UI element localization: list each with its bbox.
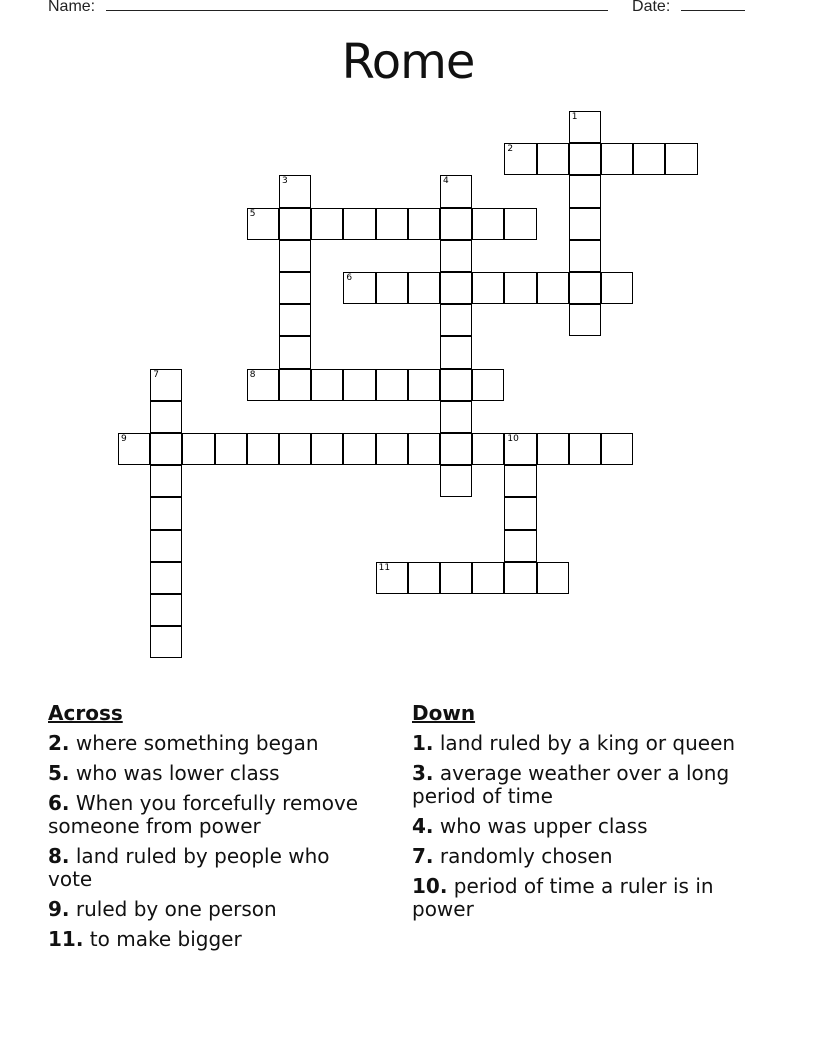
grid-cell[interactable]: [440, 208, 472, 240]
clue-number: 2: [507, 144, 514, 155]
grid-cell[interactable]: [408, 369, 440, 401]
puzzle-title: Rome: [341, 34, 475, 90]
clue-text: where something began: [75, 731, 319, 755]
grid-cell[interactable]: [279, 336, 311, 368]
grid-cell[interactable]: [247, 369, 279, 401]
grid-cell[interactable]: [601, 433, 633, 465]
grid-cell[interactable]: [343, 433, 375, 465]
grid-cell[interactable]: [504, 465, 536, 497]
down-clue-list: [412, 732, 742, 921]
across-clue: [48, 928, 378, 951]
clue-number-label: 3.: [412, 761, 434, 785]
grid-cell[interactable]: [311, 369, 343, 401]
clue-text: period of time a ruler is in power: [412, 874, 714, 921]
grid-cell[interactable]: [440, 562, 472, 594]
grid-cell[interactable]: [279, 433, 311, 465]
grid-cell[interactable]: [408, 433, 440, 465]
grid-cell[interactable]: [279, 304, 311, 336]
grid-cell[interactable]: [537, 272, 569, 304]
across-clue: [48, 762, 378, 785]
clue-number: 1: [571, 112, 578, 122]
grid-cell[interactable]: [150, 401, 182, 433]
grid-cell[interactable]: [376, 208, 408, 240]
grid-cell[interactable]: [569, 272, 601, 304]
clue-number: 4: [443, 176, 449, 187]
grid-cell[interactable]: [472, 272, 504, 304]
across-clues: [48, 702, 378, 958]
clue-number: 5: [249, 208, 256, 219]
grid-cell[interactable]: [408, 562, 440, 594]
clue-number-label: 6.: [48, 791, 70, 815]
grid-cell[interactable]: [569, 208, 601, 240]
grid-cell[interactable]: [343, 272, 375, 304]
grid-cell[interactable]: [504, 497, 536, 529]
clue-number-label: 7.: [412, 844, 434, 868]
clue-number: 9: [121, 434, 127, 444]
grid-cell[interactable]: [569, 240, 601, 272]
grid-cell[interactable]: [311, 433, 343, 465]
across-clue-list: [48, 732, 378, 951]
down-clue: [412, 875, 742, 921]
clue-text: who was upper class: [439, 814, 648, 838]
grid-cell[interactable]: [472, 208, 504, 240]
grid-cell[interactable]: [601, 143, 633, 175]
clue-text: When you forcefully remove someone from power: [48, 791, 359, 838]
down-clue: [412, 815, 742, 838]
clue-number-label: 4.: [412, 814, 434, 838]
clue-number: 6: [346, 273, 353, 283]
name-label: Name:: [48, 0, 96, 15]
grid-cell[interactable]: [311, 208, 343, 240]
grid-cell[interactable]: [150, 369, 182, 401]
clue-number-label: 11.: [48, 927, 84, 951]
across-clue: [48, 898, 378, 921]
grid-cell[interactable]: [440, 336, 472, 368]
grid-cell[interactable]: [440, 272, 472, 304]
across-heading: Across: [48, 701, 123, 725]
grid-cell[interactable]: [150, 497, 182, 529]
clue-number-label: 8.: [48, 844, 70, 868]
grid-cell[interactable]: [150, 626, 182, 658]
grid-cell[interactable]: [376, 369, 408, 401]
grid-cell[interactable]: [150, 530, 182, 562]
grid-cell[interactable]: [537, 433, 569, 465]
grid-cell[interactable]: [440, 369, 472, 401]
clue-number: 11: [378, 562, 391, 573]
grid-cell[interactable]: [504, 562, 536, 594]
clue-number: 10: [507, 434, 519, 444]
down-clue: [412, 732, 742, 755]
grid-cell[interactable]: [343, 208, 375, 240]
clue-text: average weather over a long period of time: [412, 761, 730, 808]
grid-cell[interactable]: [569, 175, 601, 207]
down-heading: Down: [412, 701, 476, 725]
grid-cell[interactable]: [408, 272, 440, 304]
clue-text: randomly chosen: [439, 844, 613, 868]
clue-text: ruled by one person: [75, 897, 277, 921]
grid-cell[interactable]: [569, 111, 601, 143]
clue-text: who was lower class: [75, 761, 280, 785]
grid-cell[interactable]: [279, 272, 311, 304]
across-clue: [48, 732, 378, 755]
grid-cell[interactable]: [118, 433, 150, 465]
grid-cell[interactable]: [440, 433, 472, 465]
grid-cell[interactable]: [279, 240, 311, 272]
grid-cell[interactable]: [150, 594, 182, 626]
clue-number: 7: [153, 369, 159, 380]
grid-cell[interactable]: [504, 530, 536, 562]
grid-cell[interactable]: [215, 433, 247, 465]
grid-cell[interactable]: [472, 433, 504, 465]
grid-cell[interactable]: [408, 208, 440, 240]
grid-cell[interactable]: [440, 240, 472, 272]
across-clue: [48, 845, 378, 891]
grid-cell[interactable]: [150, 433, 182, 465]
grid-cell[interactable]: [472, 562, 504, 594]
grid-cell[interactable]: [569, 143, 601, 175]
clue-number: 8: [249, 369, 256, 380]
grid-cell[interactable]: [504, 208, 536, 240]
clue-text: to make bigger: [89, 927, 242, 951]
grid-cell[interactable]: [665, 143, 697, 175]
grid-cell[interactable]: [440, 175, 472, 207]
clue-number-label: 5.: [48, 761, 70, 785]
down-clue: [412, 845, 742, 868]
grid-cell[interactable]: [537, 143, 569, 175]
grid-cell[interactable]: [472, 369, 504, 401]
grid-cell[interactable]: [504, 143, 536, 175]
grid-cell[interactable]: [504, 272, 536, 304]
grid-cell[interactable]: [150, 465, 182, 497]
across-clue: [48, 792, 378, 838]
clue-number-label: 2.: [48, 731, 70, 755]
grid-cell[interactable]: [279, 175, 311, 207]
down-clues: [412, 702, 742, 928]
clue-text: land ruled by people who vote: [48, 844, 330, 891]
clue-number: 3: [282, 176, 288, 187]
grid-cell[interactable]: [247, 433, 279, 465]
clue-number-label: 10.: [412, 874, 448, 898]
grid-cell[interactable]: [504, 433, 536, 465]
grid-cell[interactable]: [279, 208, 311, 240]
grid-cell[interactable]: [440, 465, 472, 497]
grid-cell[interactable]: [150, 562, 182, 594]
grid-cell[interactable]: [376, 562, 408, 594]
date-label: Date:: [632, 0, 671, 15]
grid-cell[interactable]: [601, 272, 633, 304]
grid-cell[interactable]: [569, 433, 601, 465]
clue-number-label: 9.: [48, 897, 70, 921]
down-clue: [412, 762, 742, 808]
grid-cell[interactable]: [537, 562, 569, 594]
grid-cell[interactable]: [343, 369, 375, 401]
grid-cell[interactable]: [247, 208, 279, 240]
grid-cell[interactable]: [376, 433, 408, 465]
grid-cell[interactable]: [376, 272, 408, 304]
clue-text: land ruled by a king or queen: [439, 731, 736, 755]
grid-cell[interactable]: [279, 369, 311, 401]
grid-cell[interactable]: [440, 401, 472, 433]
clue-number-label: 1.: [412, 731, 434, 755]
grid-cell[interactable]: [182, 433, 214, 465]
grid-cell[interactable]: [633, 143, 665, 175]
grid-cell[interactable]: [440, 304, 472, 336]
grid-cell[interactable]: [569, 304, 601, 336]
